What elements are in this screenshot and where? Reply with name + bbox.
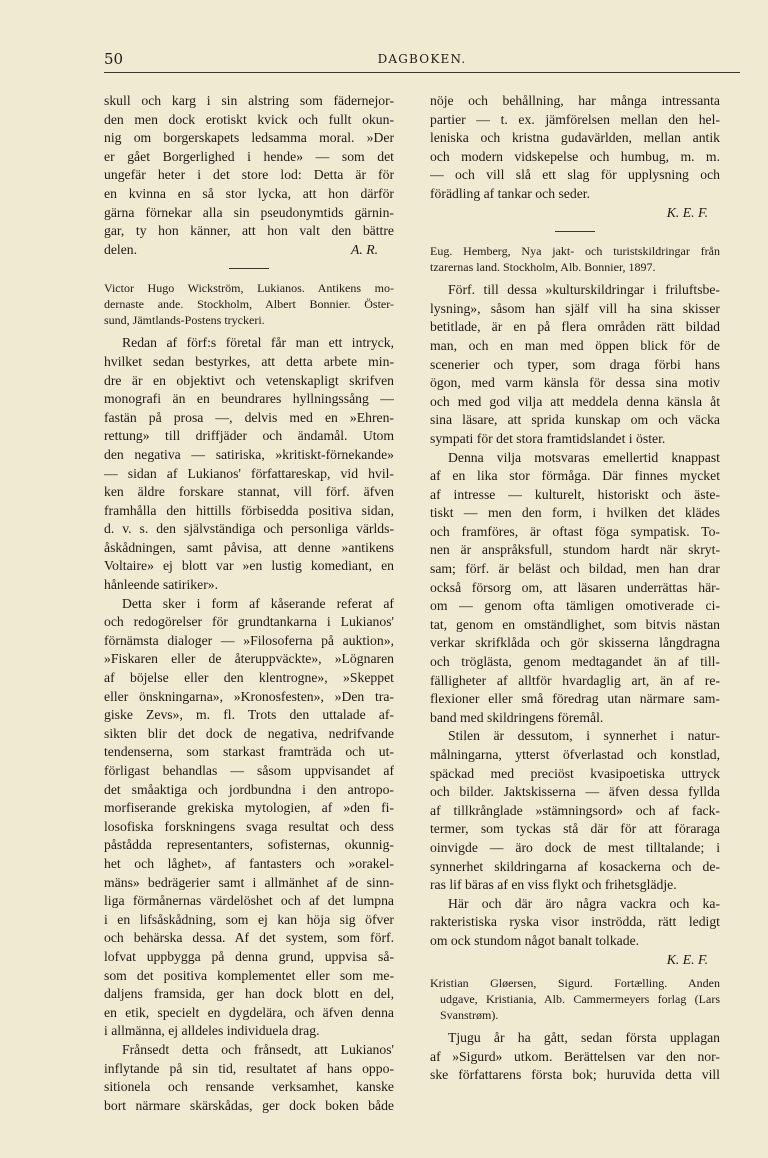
text-line: förligast behandlas — såsom uppvisandet af: [104, 763, 394, 778]
text-line: daljens framsida, ger han dock blott en del,: [104, 986, 394, 1002]
page-number: 50: [104, 50, 124, 68]
text-line: skull och karg i sin alstring som fädernejor-: [104, 93, 394, 108]
review-heading-line: Svanstrøm).: [440, 1008, 499, 1023]
text-line: ungefär heter i det store lod: Detta är för: [104, 167, 394, 183]
text-line: framhålla den hittills förbisedda positiva sidan,: [104, 502, 394, 518]
text-line: tendenserna, som starkast framträda och ut-: [104, 744, 394, 760]
text-line: gar, ty hon känner, att hon valt den bättre: [104, 223, 394, 239]
text-line: rettung» till driffjäder och ändamål. Utom: [104, 428, 394, 444]
text-line: nöje och behållning, har många intressanta: [430, 93, 720, 108]
text-line: en kvinna en så stor lycka, att hon därför: [104, 185, 394, 201]
text-line: Denna vilja motsvaras emellertid knappast: [448, 449, 720, 465]
review-heading-line: tzarernas land. Stockholm, Alb. Bonnier, 1897.: [430, 260, 656, 275]
text-line: [104, 241, 394, 260]
text-line: om ock stundom något banalt tolkade.: [430, 932, 640, 948]
text-line: också försorg om, att läsaren underrättas här-: [430, 579, 720, 595]
text-line: Stilen är dessutom, i synnerhet i natur-: [448, 728, 720, 744]
text-line: som det positiva komplementet eller som me-: [104, 967, 394, 983]
section-separator: [229, 268, 269, 269]
text-line: d. v. s. den självständiga och personliga världs-: [104, 521, 394, 537]
text-line: ske författarens första bok; huruvida detta vill: [430, 1067, 720, 1083]
text-line: »Fiskaren eller de återuppväckte», »Lögnaren: [104, 651, 394, 667]
text-line: band med skildringens föremål.: [430, 709, 604, 725]
review-heading-line: dernaste ande. Stockholm, Albert Bonnier. Öster-: [104, 297, 394, 312]
text-line: om — genom ofta tämligen omotiverade ci-: [430, 598, 720, 614]
text-line: ras lif bäras af en viss flykt och frihetsglädje.: [430, 877, 677, 893]
text-line: scenerier och typer, som draga förbi hans: [430, 356, 720, 372]
text-line: rakteristiska ryska visor inströdda, rätt ledigt: [430, 914, 720, 930]
text-line: verkar skrifklåda och gör skisserna långdragna: [430, 635, 720, 651]
text-line: lysning», såsom han själf vill ha sina skisser: [430, 300, 720, 316]
text-line: sam; förf. är beläst och bildad, men han drar: [430, 561, 720, 577]
text-line: — sidan af Lukianos' författareskap, vid hvil-: [104, 465, 394, 481]
text-line: tiskt — men den form, i hvilken det klädes: [430, 505, 720, 521]
text-line: sikten blir det dock de negativa, nedrifvande: [104, 725, 394, 741]
text-line: partier — t. ex. jämförelsen mellan den hel-: [430, 111, 720, 127]
text-line: monografi än en beundrares hyllningssång —: [104, 391, 394, 407]
text-line: eller önskningarna», »Kronosfesten», »Den tra-: [104, 688, 394, 704]
review-signature: K. E. F.: [666, 951, 708, 967]
text-line: inflytande på sin tid, resultatet af hans oppo-: [104, 1060, 394, 1076]
text-line: den men dock erotiskt kvick och fullt okun-: [104, 111, 394, 127]
text-line: fälligheter af alltför hvardaglig art, än af re-: [430, 672, 720, 688]
text-line: ken äldre forskare stannat, vill förf. äfven: [104, 484, 394, 500]
text-line: Frånsedt detta och frånsedt, att Lukianos': [122, 1041, 394, 1057]
left-column: [104, 92, 394, 1115]
text-line: i en lifsåskådning, som ej kan höja sig öfver: [104, 911, 394, 927]
text-line: af intresse — kulturelt, historiskt och äste-: [430, 486, 720, 502]
text-line: Tjugu år ha gått, sedan första upplagan: [448, 1030, 720, 1046]
text-line: oinvigde — äro dock de mest tilltalande; i: [430, 839, 720, 855]
text-line: er gået Borgerlighed i hende» — som det: [104, 148, 394, 164]
line-text: delen.: [104, 241, 138, 257]
text-line: nig om borgerskapets ledsamma moral. »Der: [104, 130, 394, 146]
text-line: i allmänna, ej alldeles individuela drag.: [104, 1023, 320, 1039]
review-signature: A. R.: [351, 241, 378, 257]
text-line: flexioner eller små föredrag utan närmare sam-: [430, 691, 720, 707]
text-line: fastän på prosa —, delvis med en »Ehren-: [104, 409, 394, 425]
text-line: sitionela och rensande verksamhet, kanske: [104, 1079, 394, 1095]
text-line: af en lika stor förmåga. Där finnes mycket: [430, 468, 720, 484]
text-line: och med god vilja att meddela denna känsla åt: [430, 393, 720, 409]
text-line: hånleende satiriker».: [104, 577, 219, 593]
review-heading-line: Victor Hugo Wickström, Lukianos. Antikens mo-: [104, 281, 394, 296]
text-line: morfiserande grekiska mytologien, af »den fi-: [104, 800, 394, 816]
text-line: af böjelse eller den klentrogne», »Skeppet: [104, 670, 394, 686]
text-line: synnerhet skildringarna af kosackerna och de-: [430, 858, 720, 874]
text-line: het och låghet», af fantasters och »orakel-: [104, 855, 394, 871]
text-line: späckad med preciöst kvasipoetiska uttryck: [430, 765, 720, 781]
text-line: hvilket sedan bestyrkes, att detta arbete min-: [104, 353, 394, 369]
section-separator: [555, 231, 595, 232]
text-line: termer, som tyckas stå där för att föraraga: [430, 821, 720, 837]
text-line: bort närmare skärskådas, ger dock boken både: [104, 1097, 394, 1113]
text-line: förnämsta dialoger — »Filosoferna på auktion»,: [104, 632, 394, 648]
text-line: sina läsare, att sprida kunskap om och väcka: [430, 412, 720, 428]
review-heading-line: Eug. Hemberg, Nya jakt- och turistskildringar från: [430, 244, 720, 259]
text-line: åskådningen, samt påvisa, att denne »antikens: [104, 539, 394, 555]
text-line: och modern vidskepelse och humbug, m. m.: [430, 148, 720, 164]
text-line: — och vill slå ett slag för upplysning och: [430, 167, 720, 183]
text-line: och behärska dessa. Af det system, som förf.: [104, 930, 394, 946]
text-line: Här och där äro några vackra och ka-: [448, 895, 720, 911]
text-line: och redogörelser för grundtankarna i Lukianos': [104, 614, 394, 630]
running-title: DAGBOKEN.: [377, 52, 467, 66]
text-line: giske Zevs», m. fl. Trots den uttalade af-: [104, 707, 394, 723]
text-line: målningarna, ytterst öfverlastad och konstlad,: [430, 747, 720, 762]
text-line: man, och en man med öppen blick för de: [430, 337, 720, 353]
text-line: Redan af förf:s företal får man ett intryck,: [122, 335, 394, 351]
text-line: och framföres, är oftast föga sympatisk. To-: [430, 523, 720, 539]
review-heading-line: Kristian Gløersen, Sigurd. Fortælling. Anden: [430, 976, 720, 991]
review-signature: K. E. F.: [666, 204, 708, 220]
text-line: Voltaire» ej blott var »en lustig komediant, en: [104, 558, 394, 574]
text-line: och bilder. Jaktskisserna — äfven dessa fyllda: [430, 784, 720, 800]
review-heading-line: sund, Jämtlands-Postens tryckeri.: [104, 313, 265, 328]
text-line: mäns» bedrägerier samt i allmänhet af de sinn-: [104, 874, 394, 890]
review-heading-line: udgave, Kristiania, Alb. Cammermeyers forlag (Lars: [440, 992, 720, 1007]
text-line: tat, genom en omständlighet, som bitvis nästan: [430, 616, 720, 632]
text-line: leniska och kristna gudavärlden, mellan antik: [430, 130, 720, 146]
text-line: liga förmånernas värdelöshet och af det lumpna: [104, 893, 394, 909]
text-line: gärna förnekar alla sin pseudonymtids gärnin-: [104, 204, 394, 220]
header-rule: [104, 72, 740, 73]
text-line: Förf. till dessa »kulturskildringar i friluftsbe-: [448, 282, 720, 298]
text-line: losofiska forskningens svaga resultat och dess: [104, 818, 394, 834]
text-line: Detta sker i form af kåserande referat af: [122, 595, 394, 611]
text-line: sympati för det stora framtidslandet i öster.: [430, 430, 666, 446]
text-line: betitlade, är en på flera områden rätt bildad: [430, 319, 720, 335]
text-line: dre är en objektivt och vetenskapligt skrifven: [104, 372, 394, 388]
text-line: förädling af tankar och seder.: [430, 185, 590, 201]
text-line: det småaktiga och jordbundna i den antropo-: [104, 781, 394, 797]
text-line: lofvat uppbygga på denna grund, uppvisa så-: [104, 948, 394, 964]
text-line: en etik, specielt en dygdelära, och äfven denna: [104, 1004, 394, 1020]
text-line: ögon, med varm känsla för dessa sina motiv: [430, 375, 720, 391]
page-header: [104, 50, 740, 72]
right-column: [430, 92, 720, 1085]
text-line: och tröglästa, genom medtagandet än af till-: [430, 654, 720, 670]
text-line: den negativa — satiriska, »kritiskt-förnekande»: [104, 446, 394, 462]
text-line: af tillkrånglade »stämningsord» och af fack-: [430, 802, 720, 818]
text-line: nen är anspråksfull, stundom hardt när skryt-: [430, 542, 720, 558]
text-line: af »Sigurd» utkom. Berättelsen var den nor-: [430, 1048, 720, 1064]
text-line: påstådda representanters, sofisternas, okunnig-: [104, 837, 394, 853]
